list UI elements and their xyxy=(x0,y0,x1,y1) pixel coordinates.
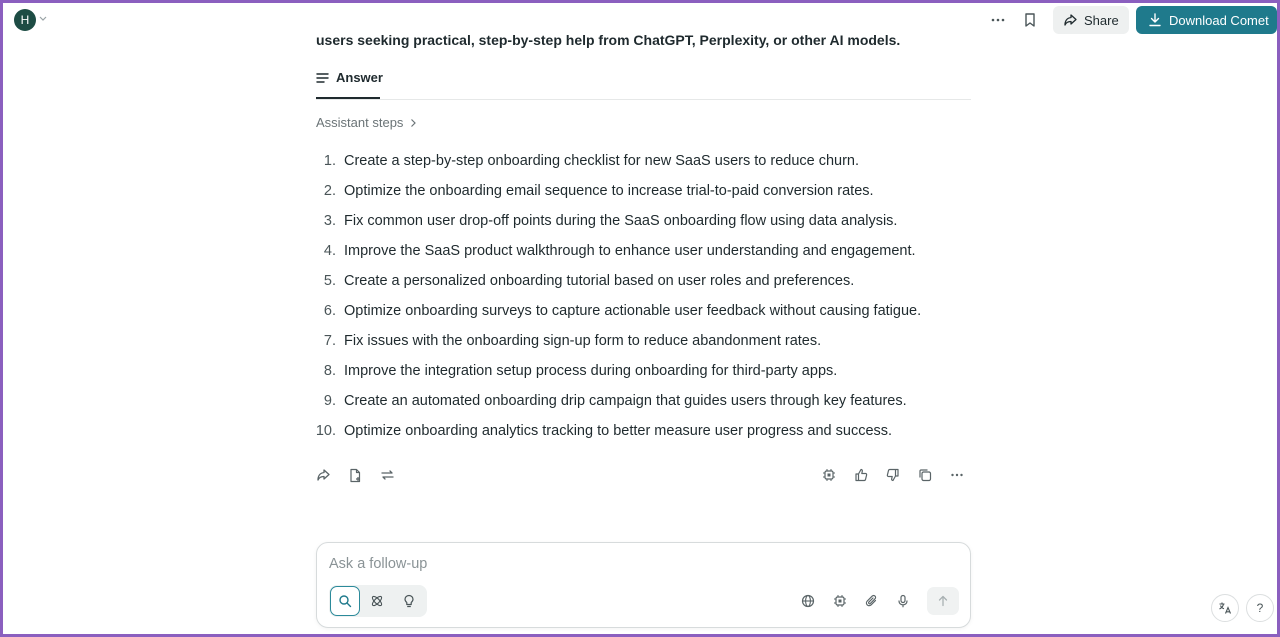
list-item-text: Optimize onboarding surveys to capture actionable user feedback without causing fatigue. xyxy=(344,303,922,319)
answer-list-item xyxy=(310,386,970,416)
globe-icon[interactable] xyxy=(799,592,817,610)
list-item-number: 2. xyxy=(323,183,336,199)
copy-icon[interactable] xyxy=(916,466,934,484)
share-label: Share xyxy=(1084,12,1119,28)
search-mode-button[interactable] xyxy=(330,586,360,616)
export-document-icon[interactable] xyxy=(346,466,364,484)
answer-list-item xyxy=(310,326,970,356)
assistant-steps-label: Assistant steps xyxy=(316,115,404,130)
answer-list-item xyxy=(310,146,970,176)
list-item-text: Create a personalized onboarding tutorial based on user roles and preferences. xyxy=(344,273,855,289)
answer-list-item xyxy=(310,296,970,326)
answer-list-item xyxy=(310,356,970,386)
question-fragment: users seeking practical, step-by-step help from ChatGPT, Perplexity, or other AI models. xyxy=(316,34,901,48)
list-item-number: 8. xyxy=(323,363,336,379)
answer-list-item xyxy=(310,416,970,446)
avatar[interactable]: H xyxy=(14,9,36,31)
list-item-number: 6. xyxy=(323,303,336,319)
more-options-icon[interactable] xyxy=(948,466,966,484)
translate-icon xyxy=(1218,601,1232,615)
answer-list-item xyxy=(310,206,970,236)
download-label: Download Comet xyxy=(1169,12,1269,28)
chevron-down-icon[interactable] xyxy=(38,12,48,26)
tab-answer-label: Answer xyxy=(336,70,383,85)
arrow-up-icon xyxy=(937,595,949,607)
list-item-number: 7. xyxy=(323,333,336,349)
translate-button[interactable] xyxy=(1211,594,1239,622)
download-comet-button[interactable] xyxy=(1136,6,1277,34)
research-mode-button[interactable] xyxy=(362,586,392,616)
paperclip-icon[interactable] xyxy=(863,592,881,610)
rewrite-icon[interactable] xyxy=(378,466,396,484)
list-item-text: Fix issues with the onboarding sign-up form to reduce abandonment rates. xyxy=(344,333,822,349)
answer-list-item xyxy=(310,266,970,296)
share-answer-icon[interactable] xyxy=(314,466,332,484)
download-icon xyxy=(1148,13,1162,27)
atom-icon xyxy=(370,594,384,608)
thumbs-up-icon[interactable] xyxy=(852,466,870,484)
list-item-text: Create an automated onboarding drip campaign that guides users through key features. xyxy=(344,393,907,409)
chevron-right-icon xyxy=(409,118,417,128)
list-item-text: Improve the SaaS product walkthrough to enhance user understanding and engagement. xyxy=(344,243,916,259)
model-chip-icon[interactable] xyxy=(820,466,838,484)
followup-input[interactable] xyxy=(329,553,929,575)
list-item-number: 10. xyxy=(315,423,336,439)
list-item-text: Optimize onboarding analytics tracking to better measure user progress and success. xyxy=(344,423,893,439)
labs-mode-button[interactable] xyxy=(394,586,424,616)
assistant-steps-link[interactable] xyxy=(316,115,417,130)
question-text xyxy=(316,34,956,52)
followup-composer xyxy=(316,542,971,628)
help-button[interactable] xyxy=(1246,594,1274,622)
bookmark-icon[interactable] xyxy=(1020,10,1040,30)
list-item-number: 1. xyxy=(323,153,336,169)
list-item-number: 4. xyxy=(323,243,336,259)
list-item-number: 9. xyxy=(323,393,336,409)
help-label: ? xyxy=(1256,601,1264,615)
send-button[interactable] xyxy=(927,587,959,615)
tab-answer[interactable] xyxy=(316,70,383,98)
list-item-text: Improve the integration setup process during onboarding for third-party apps. xyxy=(344,363,838,379)
thumbs-down-icon[interactable] xyxy=(884,466,902,484)
answer-list-item xyxy=(310,176,970,206)
tab-divider xyxy=(316,99,971,100)
answer-list xyxy=(310,146,970,446)
list-item-number: 3. xyxy=(323,213,336,229)
share-button[interactable] xyxy=(1053,6,1129,34)
list-item-number: 5. xyxy=(323,273,336,289)
list-item-text: Create a step-by-step onboarding checklist for new SaaS users to reduce churn. xyxy=(344,153,860,169)
microphone-icon[interactable] xyxy=(894,592,912,610)
more-options-icon[interactable] xyxy=(988,10,1008,30)
list-lines-icon xyxy=(316,70,329,84)
mode-selector xyxy=(329,585,427,617)
answer-list-item xyxy=(310,236,970,266)
search-icon xyxy=(338,594,352,608)
list-item-text: Fix common user drop-off points during the SaaS onboarding flow using data analysis. xyxy=(344,213,898,229)
lightbulb-icon xyxy=(402,594,416,608)
list-item-text: Optimize the onboarding email sequence to increase trial-to-paid conversion rates. xyxy=(344,183,874,199)
share-icon xyxy=(1063,13,1078,27)
model-chip-icon[interactable] xyxy=(831,592,849,610)
